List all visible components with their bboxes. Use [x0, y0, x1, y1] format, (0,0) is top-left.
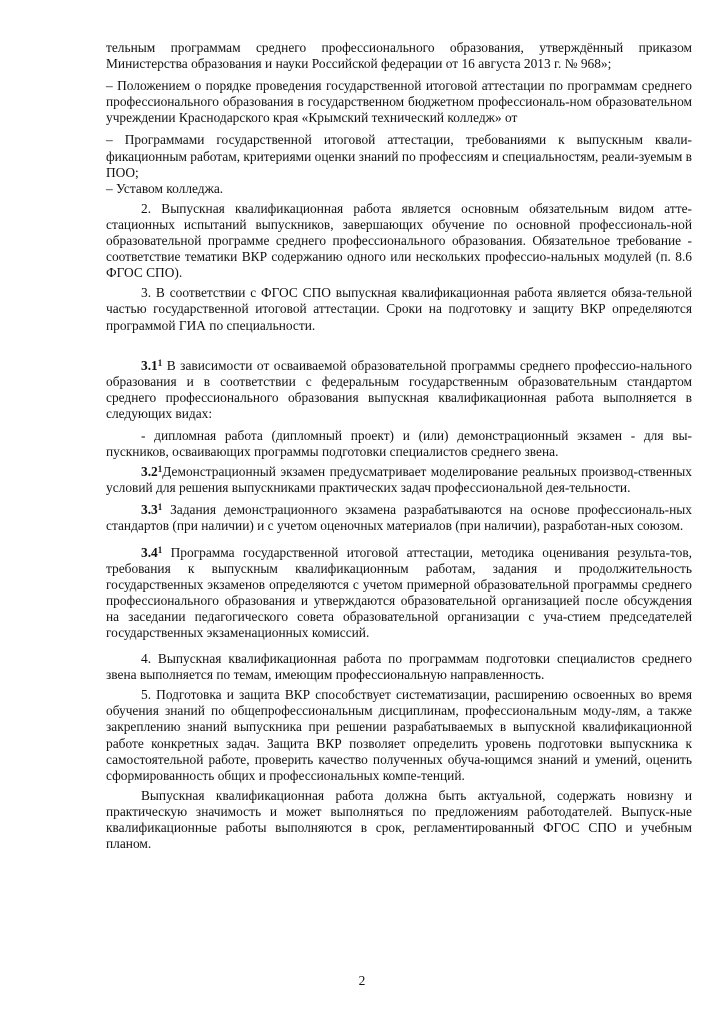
page-number: 2 [358, 973, 366, 988]
item-superscript: 1 [157, 544, 163, 555]
item-3-1 [106, 358, 692, 422]
paragraph-final: Выпускная квалификационная работа должна быть актуальной, содержать новизну и практическую значимость и может выполняться по предложениям работодателей. Выпуск-ные квалификационные работы выполняются в срок, регламентированный ФГОС СПО и учебным планом. [106, 787, 692, 852]
item-number: 3.3 [141, 502, 158, 518]
item-text: В зависимости от осваиваемой образовательной программы среднего профессио-нального образования и в соответствии с федеральным государственным образовательным стандартом среднего профессионального образования выпускная квалификационная работа выполняется в следующих видах: [106, 357, 692, 421]
item-number: 3.2 [141, 464, 158, 480]
list-item-gia-programs: – Программами государственной итоговой аттестации, требованиями к выпускным квали-фикационным работам, критериями оценки знаний по профессиям и специальностям, реали-зуемым в ПОО; [106, 132, 692, 180]
item-3-4 [106, 545, 692, 642]
paragraph-3: 3. В соответствии с ФГОС СПО выпускная квалификационная работа является обяза-тельной частью государственной итоговой аттестации. Сроки на подготовку и защиту ВКР определяются программой ГИА по специальности. [106, 285, 692, 333]
item-superscript: 1 [157, 464, 163, 475]
item-dash [106, 428, 692, 460]
list-item-charter: – Уставом колледжа. [106, 180, 224, 196]
paragraph-4: 4. Выпускная квалификационная работа по программам подготовки специалистов среднего звена выполняется по темам, имеющим профессиональную направленность. [106, 651, 692, 683]
item-3-3 [106, 502, 692, 534]
item-number: 3.4 [141, 544, 158, 560]
list-item-regulation: – Положением о порядке проведения государственной итоговой аттестации по программам среднего профессионального образования в государственном бюджетном профессиональ-ном образовательном учреждении Краснодарского края «Крымский технический колледж» от [106, 78, 692, 126]
paragraph-continuation: тельным программам среднего профессионального образования, утверждённый приказом Министерства образования и науки Российской федерации от 16 августа 2013 г. № 968»; [106, 40, 692, 72]
item-superscript: 1 [157, 502, 163, 513]
item-3-2 [106, 464, 692, 496]
document-page [106, 40, 692, 852]
item-superscript: 1 [157, 357, 163, 368]
paragraph-5: 5. Подготовка и защита ВКР способствует систематизации, расширению освоенных во время обучения знаний по общепрофессиональным дисциплинам, профессиональным моду-лям, а также закреплению знаний выпускника при решении разрабатываемых в выпускной квалификационной работе конкретных задач. Защита ВКР позволяет определить уровень подготовки выпускника к самостоятельной работе, проверить качество полученных обуча-ющимся знаний и умений, оценить сформированность общих и профессиональных компе-тенций. [106, 687, 692, 783]
item-text: - дипломная работа (дипломный проект) и (или) демонстрационный экзамен - для вы-пускников, осваивающих программы подготовки специалистов среднего звена. [106, 427, 692, 460]
item-number: 3.1 [141, 357, 158, 373]
item-text: Задания демонстрационного экзамена разрабатываются на основе профессиональ-ных стандартов (при наличии) и с учетом оценочных материалов (при наличии), разработан-ных союзом. [106, 502, 692, 534]
item-text: Демонстрационный экзамен предусматривает моделирование реальных производ-ственных условий для решения выпускниками практических задач профессиональной дея-тельности. [106, 464, 692, 496]
paragraph-2: 2. Выпускная квалификационная работа является основным обязательным видом атте-стационных испытаний выпускников, завершающих обучение по основной профессиональ-ной образовательной программе среднего профессионального образования. Обязательное требование - соответствие тематики ВКР содержанию одного или нескольких профессио-нальных модулей (п. 8.6 ФГОС СПО). [106, 200, 692, 281]
item-text: Программа государственной итоговой аттестации, методика оценивания результа-тов, требования к выпускным квалификационным работам, задания и продолжительность государственных экзаменов определяются с учетом примерной образовательной программы среднего профессионального образования и утверждаются образовательной организацией после обсуждения на заседании педагогического совета образовательной организации с уча-стием председателей государственных экзаменационных комиссий. [106, 544, 692, 640]
